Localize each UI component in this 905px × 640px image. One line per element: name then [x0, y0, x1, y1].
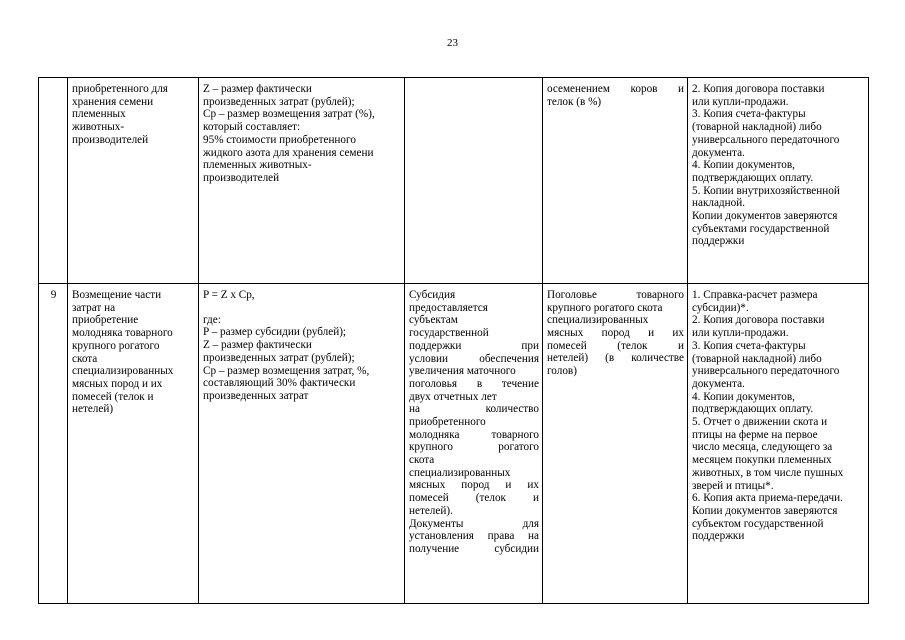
text-line: приобретение [72, 314, 139, 327]
row-number-cell [39, 78, 68, 284]
formula-cell [199, 78, 405, 284]
text-line: нетелей) (в количестве [547, 352, 684, 365]
text-line: накладной. [692, 197, 745, 210]
text-line: производителей [203, 171, 280, 184]
text-line: племенных [72, 108, 126, 121]
table-row [39, 78, 869, 284]
text-line: 5. Копии внутрихозяйственной [692, 184, 840, 197]
text-line: специализированных [547, 314, 649, 327]
text-line: двух отчетных лет [409, 390, 497, 403]
text-line: увеличения маточного [409, 365, 516, 378]
text-line: документа. [692, 146, 745, 159]
text-line: получение субсидии [409, 542, 539, 555]
text-line: Поголовье товарного [547, 289, 684, 301]
text-line: затрат на [72, 301, 116, 314]
text-line: хранения семени [72, 95, 154, 108]
documents-cell [688, 78, 869, 284]
text-line: Документы для [409, 517, 539, 530]
text-line: государственной [409, 327, 489, 340]
text-line: произведенных затрат [203, 389, 309, 402]
text-line: приобретенного [409, 415, 486, 428]
text-line: (товарной накладной) либо [692, 352, 822, 365]
text-line: голов) [547, 365, 577, 378]
text-line: молодняка товарного [72, 327, 173, 340]
formula-line: P = Z x Cp, [203, 289, 255, 301]
page-number: 23 [447, 37, 458, 49]
text-line: телок (в %) [547, 95, 602, 108]
text-line: универсального передаточного [692, 365, 840, 378]
text-line: поголовья в течение [409, 377, 539, 390]
text-line: крупного рогатого [409, 441, 539, 454]
measure-name-cell [68, 78, 199, 284]
text-line: поддержки [692, 235, 745, 248]
text-line: условии обеспечения [409, 352, 539, 365]
text-line: мясных пород и их [547, 327, 684, 340]
text-line: Cp – размер возмещения затрат, %, [203, 364, 370, 377]
text-line: Z – размер фактически [203, 339, 312, 352]
conditions-cell [405, 284, 543, 604]
text-line: Ср – размер возмещения затрат (%), [203, 108, 375, 121]
text-line: поддержки при [409, 339, 539, 352]
text-line: молодняка товарного [409, 428, 539, 441]
text-line: где: [203, 313, 221, 326]
text-line: специализированных [72, 365, 174, 378]
formula-cell [199, 284, 405, 604]
text-line: помесей (телок и [72, 390, 154, 403]
text-line: осеменением коров и [547, 83, 684, 95]
text-line: нетелей). [409, 504, 453, 517]
text-line: Копии документов заверяются [692, 504, 838, 517]
text-line: Копии документов заверяются [692, 210, 838, 223]
text-line: Субсидия [409, 289, 456, 301]
subsidy-table [38, 77, 869, 604]
text-line: жидкого азота для хранения семени [203, 146, 374, 159]
text-line: животных, в том числе пушных [692, 466, 844, 479]
text-line: предоставляется [409, 301, 488, 314]
text-line: животных- [72, 121, 125, 134]
text-line: P – размер субсидии (рублей); [203, 326, 347, 339]
conditions-cell [405, 78, 543, 284]
text-line: 3. Копия счета-фактуры [692, 108, 806, 121]
table-row [39, 284, 869, 604]
text-line: приобретенного для [72, 83, 168, 95]
text-line: субъектами государственной [692, 222, 830, 235]
text-line: подтверждающих оплату. [692, 403, 814, 416]
text-line: число месяца, следующего за [692, 441, 833, 454]
text-line: помесей (телок и [547, 339, 684, 352]
text-line: птицы на ферме на первое [692, 428, 818, 441]
text-line: 95% стоимости приобретенного [203, 133, 356, 146]
text-line: 2. Копия договора поставки [692, 83, 825, 95]
indicator-cell [543, 284, 688, 604]
text-line: месяцем покупки племенных [692, 454, 832, 467]
text-line: мясных пород и их [72, 377, 163, 390]
text-line: племенных животных- [203, 159, 312, 172]
text-line: скота [72, 352, 98, 365]
text-line: 4. Копии документов, [692, 390, 795, 403]
documents-cell [688, 284, 869, 604]
measure-name-cell [68, 284, 199, 604]
text-line: нетелей) [72, 403, 114, 416]
text-line: 3. Копия счета-фактуры [692, 339, 806, 352]
text-line: специализированных [409, 466, 511, 479]
text-line: скота [409, 454, 435, 467]
text-line: субсидии)*. [692, 301, 749, 314]
text-line: 2. Копия договора поставки [692, 314, 825, 327]
text-line: произведенных затрат (рублей); [203, 351, 355, 364]
text-line: на количество [409, 403, 539, 416]
spacer [203, 302, 401, 314]
text-line: 4. Копии документов, [692, 159, 795, 172]
text-line: 6. Копия акта приема-передачи. [692, 492, 843, 505]
text-line: произведенных затрат (рублей); [203, 95, 355, 108]
text-line: зверей и птицы*. [692, 479, 774, 492]
text-line: мясных пород и их [409, 479, 539, 492]
text-line: Z – размер фактически [203, 83, 312, 95]
text-line: или купли-продажи. [692, 327, 789, 340]
text-line: 1. Справка-расчет размера [692, 289, 818, 301]
text-line: который составляет: [203, 121, 301, 134]
text-line: установления права на [409, 530, 539, 543]
text-line: субъектам [409, 314, 458, 327]
text-line: или купли-продажи. [692, 95, 789, 108]
indicator-cell [543, 78, 688, 284]
text-line: (товарной накладной) либо [692, 121, 822, 134]
text-line: 5. Отчет о движении скота и [692, 416, 828, 429]
text-line: субъектом государственной [692, 517, 824, 530]
text-line: крупного рогатого скота [547, 301, 663, 314]
text-line: Возмещение части [72, 289, 162, 301]
text-line: производителей [72, 133, 149, 146]
text-line: поддержки [692, 530, 745, 543]
text-line: подтверждающих оплату. [692, 171, 814, 184]
text-line: универсального передаточного [692, 133, 840, 146]
text-line: крупного рогатого [72, 339, 160, 352]
row-number-cell: 9 [39, 284, 68, 604]
text-line: помесей (телок и [409, 492, 539, 505]
text-line: документа. [692, 377, 745, 390]
text-line: составляющий 30% фактически [203, 377, 356, 390]
